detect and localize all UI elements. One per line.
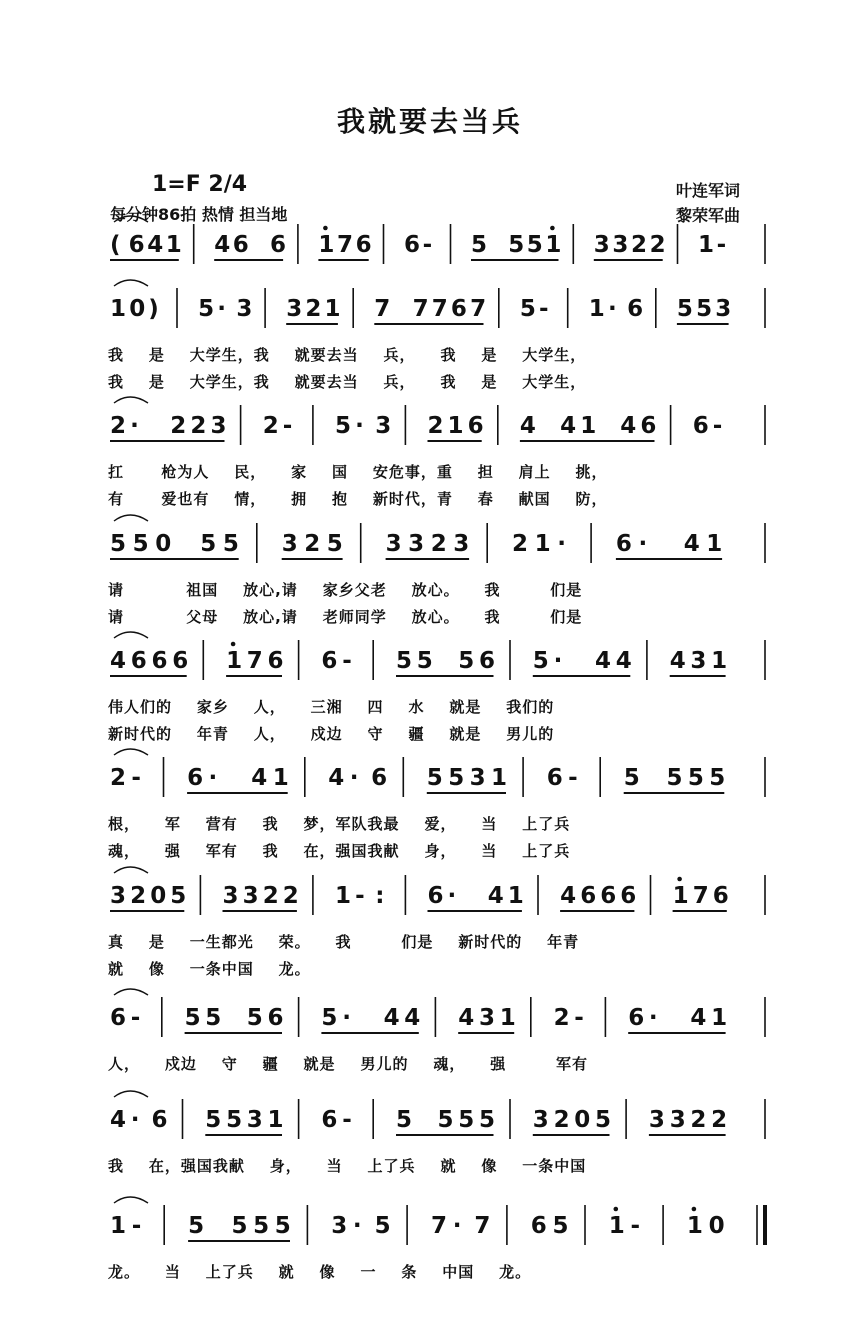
score-note: ): [148, 296, 159, 322]
score-note: 7: [431, 296, 448, 322]
lyric-line: 请 祖国 放心,请 家乡父老 放心。 我 们是: [108, 581, 583, 599]
score-note: 5: [205, 1107, 222, 1133]
score-note: ·: [447, 883, 457, 909]
score-note: 1: [711, 648, 728, 674]
score-note: 0: [574, 1107, 591, 1133]
score-note: 2: [512, 531, 529, 557]
score-note: 7: [246, 648, 263, 674]
tie-arc: [114, 1197, 148, 1203]
score-note: 6: [321, 1107, 338, 1133]
score-note: 1: [608, 1213, 625, 1239]
high-octave-dot: [614, 1207, 619, 1212]
score-note: 2: [262, 883, 279, 909]
lyric-line: 我 是 大学生，我 就要去当 兵， 我 是 大学生，: [108, 373, 587, 391]
score-note: 6: [110, 1005, 127, 1031]
score-note: ·: [638, 531, 648, 557]
score-note: 3: [222, 883, 239, 909]
score-note: 1: [507, 883, 524, 909]
score-note: 4: [595, 648, 612, 674]
score-note: 0: [155, 531, 172, 557]
score-note: 3: [246, 1107, 263, 1133]
score-note: 2: [262, 413, 279, 439]
score-note: 5: [184, 1005, 201, 1031]
score-note: 3: [236, 296, 253, 322]
score-note: 4: [328, 765, 345, 791]
score-note: 5: [132, 531, 149, 557]
score-note: 5: [246, 1005, 263, 1031]
score-note: 0: [129, 296, 146, 322]
lyric-line: 伟人们的 家乡 人， 三湘 四 水 就是 我们的: [108, 698, 555, 716]
score-note: 4: [683, 531, 700, 557]
score-note: -: [422, 232, 433, 258]
score-note: 3: [469, 765, 486, 791]
score-note: ·: [557, 531, 566, 557]
score-note: 0: [708, 1213, 725, 1239]
score-note: 5: [200, 531, 217, 557]
score-note: 5: [416, 648, 433, 674]
tie-arc: [114, 397, 148, 403]
score-note: 2: [190, 413, 207, 439]
score-note: 2: [711, 1107, 728, 1133]
score-note: 1: [686, 1213, 703, 1239]
score-note: 3: [479, 1005, 496, 1031]
score-note: 2: [427, 413, 444, 439]
score-note: -: [630, 1213, 641, 1239]
score-note: 5: [188, 1213, 205, 1239]
score-note: -: [282, 413, 293, 439]
score-note: 5: [222, 531, 239, 557]
composer-credit: 黎荣军曲: [676, 206, 741, 225]
score-note: 3: [453, 531, 470, 557]
score-note: 6: [187, 765, 204, 791]
score-note: 1: [272, 765, 289, 791]
score-note: 4: [147, 232, 164, 258]
lyric-line: 扛 枪为人 民， 家 国 安危事，重 担 肩上 挑，: [108, 463, 608, 481]
score-note: ·: [352, 1213, 362, 1239]
score-note: -: [716, 232, 727, 258]
score-note: 5: [696, 296, 713, 322]
tie-arc: [114, 515, 148, 521]
lyric-line: 我 是 大学生，我 就要去当 兵， 我 是 大学生，: [108, 346, 587, 364]
lyric-line: 我 在，强国我献 身， 当 上了兵 就 像 一条中国: [108, 1157, 587, 1175]
score-note: 1: [588, 296, 605, 322]
score-note: ·: [342, 1005, 351, 1031]
score-note: ·: [553, 648, 563, 674]
score-note: 1: [491, 765, 508, 791]
score-note: 2: [170, 413, 187, 439]
score-note: 5: [623, 765, 640, 791]
score-note: 3: [648, 1107, 665, 1133]
score-note: 2: [690, 1107, 707, 1133]
score-note: -: [574, 1005, 584, 1031]
score-note: ·: [130, 413, 139, 439]
score-note: 6: [530, 1213, 547, 1239]
score-note: 3: [385, 531, 402, 557]
score-note: 6: [627, 296, 644, 322]
score-note: 4: [560, 413, 577, 439]
score-note: 6: [467, 413, 484, 439]
score-note: 5: [321, 1005, 338, 1031]
score-note: ·: [208, 765, 218, 791]
score-note: 3: [669, 1107, 686, 1133]
tie-arc: [114, 280, 148, 286]
score-note: 1: [580, 413, 597, 439]
tie-arc: [114, 749, 148, 755]
score-note: ·: [355, 413, 364, 439]
tempo-marking: 每分钟86拍 热情 担当地: [110, 205, 288, 224]
score-note: 6: [628, 1005, 645, 1031]
score-note: 6: [321, 648, 338, 674]
score-note: 7: [470, 296, 487, 322]
score-note: 3: [286, 296, 303, 322]
score-note: 2: [430, 531, 447, 557]
score-note: 5: [374, 1213, 391, 1239]
score-note: 5: [595, 1107, 612, 1133]
score-note: 6: [712, 883, 729, 909]
score-note: 1: [226, 648, 243, 674]
score-note: 1: [318, 232, 335, 258]
score-note: 5: [519, 296, 536, 322]
score-note: 4: [615, 648, 632, 674]
score-note: 6: [270, 232, 287, 258]
score-note: 4: [458, 1005, 475, 1031]
score-note: 4: [669, 648, 686, 674]
score-note: 4: [383, 1005, 400, 1031]
lyricist-credit: 叶连军词: [676, 181, 741, 200]
score-note: 1: [324, 296, 341, 322]
score-note: 6: [151, 1107, 168, 1133]
score-note: -: [712, 413, 723, 439]
score-note: 5: [170, 883, 187, 909]
score-note: 0: [150, 883, 167, 909]
song-title: 我就要去当兵: [336, 105, 523, 138]
score-note: 1: [534, 531, 551, 557]
score-note: 6: [130, 648, 147, 674]
score-note: 6: [267, 1005, 284, 1031]
score-note: -: [131, 1213, 142, 1239]
score-note: 2: [553, 1005, 570, 1031]
lyric-line: 根， 军 营有 我 梦，军队我最 爱， 当 上了兵: [108, 815, 571, 833]
score-note: 2: [130, 883, 147, 909]
score-note: 5: [458, 1107, 475, 1133]
score-note: 2: [304, 531, 321, 557]
score-note: 4: [404, 1005, 421, 1031]
tie-arc: [114, 989, 148, 995]
tie-arc: [114, 216, 148, 222]
score-note: 6: [404, 232, 421, 258]
score-note: 3: [612, 232, 629, 258]
score-note: 2: [282, 883, 299, 909]
lyric-line: 有 爱也有 情， 拥 抱 新时代，青 春 献国 防，: [108, 490, 608, 508]
score-note: 1: [545, 232, 562, 258]
score-note: 5: [396, 1107, 413, 1133]
score-note: 4: [519, 413, 536, 439]
score-note: 5: [226, 1107, 243, 1133]
score-note: 3: [593, 232, 610, 258]
score-note: 6: [427, 883, 444, 909]
high-octave-dot: [677, 877, 682, 882]
score-note: 5: [396, 648, 413, 674]
score-note: 5: [687, 765, 704, 791]
score-note: 1: [110, 296, 127, 322]
score-note: 2: [631, 232, 648, 258]
score-note: 6: [128, 232, 145, 258]
score-note: 5: [471, 232, 488, 258]
score-note: ·: [130, 1107, 140, 1133]
score-note: 7: [474, 1213, 491, 1239]
score-note: -: [130, 1005, 141, 1031]
score-note: :: [375, 883, 385, 909]
score-note: 6: [620, 883, 637, 909]
score-note: ·: [648, 1005, 658, 1031]
high-octave-dot: [231, 642, 236, 647]
score-note: 1: [165, 232, 182, 258]
score-note: 6: [580, 883, 597, 909]
score-note: 3: [715, 296, 732, 322]
score-note: 2: [110, 413, 127, 439]
lyric-line: 魂， 强 军有 我 在，强国我献 身， 当 上了兵: [108, 842, 571, 860]
score-note: 2: [553, 1107, 570, 1133]
score-note: 3: [242, 883, 259, 909]
score-note: 6: [692, 413, 709, 439]
score-note: 1: [335, 883, 352, 909]
score-note: 3: [375, 413, 392, 439]
score-note: 7: [692, 883, 709, 909]
score-note: -: [131, 765, 141, 791]
score-note: 1: [706, 531, 723, 557]
score-note: ·: [217, 296, 227, 322]
score-note: 5: [458, 648, 475, 674]
tie-arc: [114, 867, 148, 873]
score-note: 1: [447, 413, 464, 439]
score-note: 5: [205, 1005, 222, 1031]
score-note: 6: [615, 531, 632, 557]
score-note: 5: [198, 296, 215, 322]
score-note: 6: [640, 413, 657, 439]
score-note: 7: [431, 1213, 448, 1239]
score-note: 5: [666, 765, 683, 791]
score-note: 3: [281, 531, 298, 557]
score-note: 5: [231, 1213, 248, 1239]
score-note: 5: [709, 765, 726, 791]
score-note: 3: [110, 883, 127, 909]
high-octave-dot: [692, 1207, 697, 1212]
score-note: 5: [526, 232, 543, 258]
score-note: -: [342, 1107, 352, 1133]
score-note: 3: [331, 1213, 348, 1239]
score-note: 4: [487, 883, 504, 909]
score-note: 5: [253, 1213, 270, 1239]
score-note: 4: [620, 413, 637, 439]
score-note: -: [355, 883, 365, 909]
score-note: 4: [214, 232, 231, 258]
score-note: 6: [479, 648, 496, 674]
score-note: 6: [546, 765, 563, 791]
lyric-line: 新时代的 年青 人， 戍边 守 疆 就是 男儿的: [108, 725, 555, 743]
tie-arc: [114, 632, 148, 638]
score-note: 5: [508, 232, 525, 258]
score-note: 6: [232, 232, 249, 258]
score-note: -: [568, 765, 578, 791]
score-note: 5: [448, 765, 465, 791]
score-note: 4: [690, 1005, 707, 1031]
score-note: 3: [210, 413, 227, 439]
score-note: 5: [532, 648, 549, 674]
score-note: 1: [698, 232, 715, 258]
score-note: ·: [452, 1213, 462, 1239]
score-note: 5: [274, 1213, 291, 1239]
score-note: 7: [374, 296, 391, 322]
lyric-line: 龙。 当 上了兵 就 像 一 条 中国 龙。: [108, 1263, 532, 1281]
score-note: 6: [600, 883, 617, 909]
score-note: 1: [711, 1005, 728, 1031]
lyric-line: 真 是 一生都光 荣。 我 们是 新时代的 年青: [108, 933, 580, 951]
high-octave-dot: [323, 226, 328, 231]
score-note: 6: [355, 232, 372, 258]
score-note: 7: [337, 232, 354, 258]
score-note: 1: [267, 1107, 284, 1133]
tie-arc: [114, 1091, 148, 1097]
score-note: ·: [349, 765, 359, 791]
score-note: -: [342, 648, 352, 674]
score-note: 3: [408, 531, 425, 557]
high-octave-dot: [550, 226, 555, 231]
score-note: 4: [110, 1107, 127, 1133]
score-note: -: [539, 296, 549, 322]
score-note: 5: [335, 413, 352, 439]
score-note: 5: [479, 1107, 496, 1133]
score-note: 6: [371, 765, 388, 791]
score-note: ·: [608, 296, 617, 322]
score-note: 1: [672, 883, 689, 909]
score-note: 1: [110, 1213, 127, 1239]
lyric-line: 人， 戍边 守 疆 就是 男儿的 魂， 强 军有: [108, 1055, 588, 1073]
score-note: 5: [110, 531, 127, 557]
score-note: 4: [251, 765, 268, 791]
score-note: 5: [326, 531, 343, 557]
score-note: (: [110, 232, 121, 258]
score-note: 5: [552, 1213, 569, 1239]
score-note: 2: [305, 296, 322, 322]
key-signature: 1=F 2/4: [152, 172, 248, 197]
lyric-line: 请 父母 放心,请 老师同学 放心。 我 们是: [108, 608, 583, 626]
score-note: 7: [412, 296, 429, 322]
score-note: 5: [676, 296, 693, 322]
score-note: 4: [110, 648, 127, 674]
score-note: 1: [499, 1005, 516, 1031]
score-note: 6: [267, 648, 284, 674]
score-note: 2: [649, 232, 666, 258]
lyric-line: 就 像 一条中国 龙。: [108, 960, 311, 978]
score-note: 3: [532, 1107, 549, 1133]
score-note: 5: [437, 1107, 454, 1133]
score-note: 6: [151, 648, 168, 674]
score-note: 5: [426, 765, 443, 791]
score-note: 4: [560, 883, 577, 909]
score-note: 6: [450, 296, 467, 322]
score-note: 2: [110, 765, 127, 791]
score-note: 6: [172, 648, 189, 674]
score-note: 3: [690, 648, 707, 674]
